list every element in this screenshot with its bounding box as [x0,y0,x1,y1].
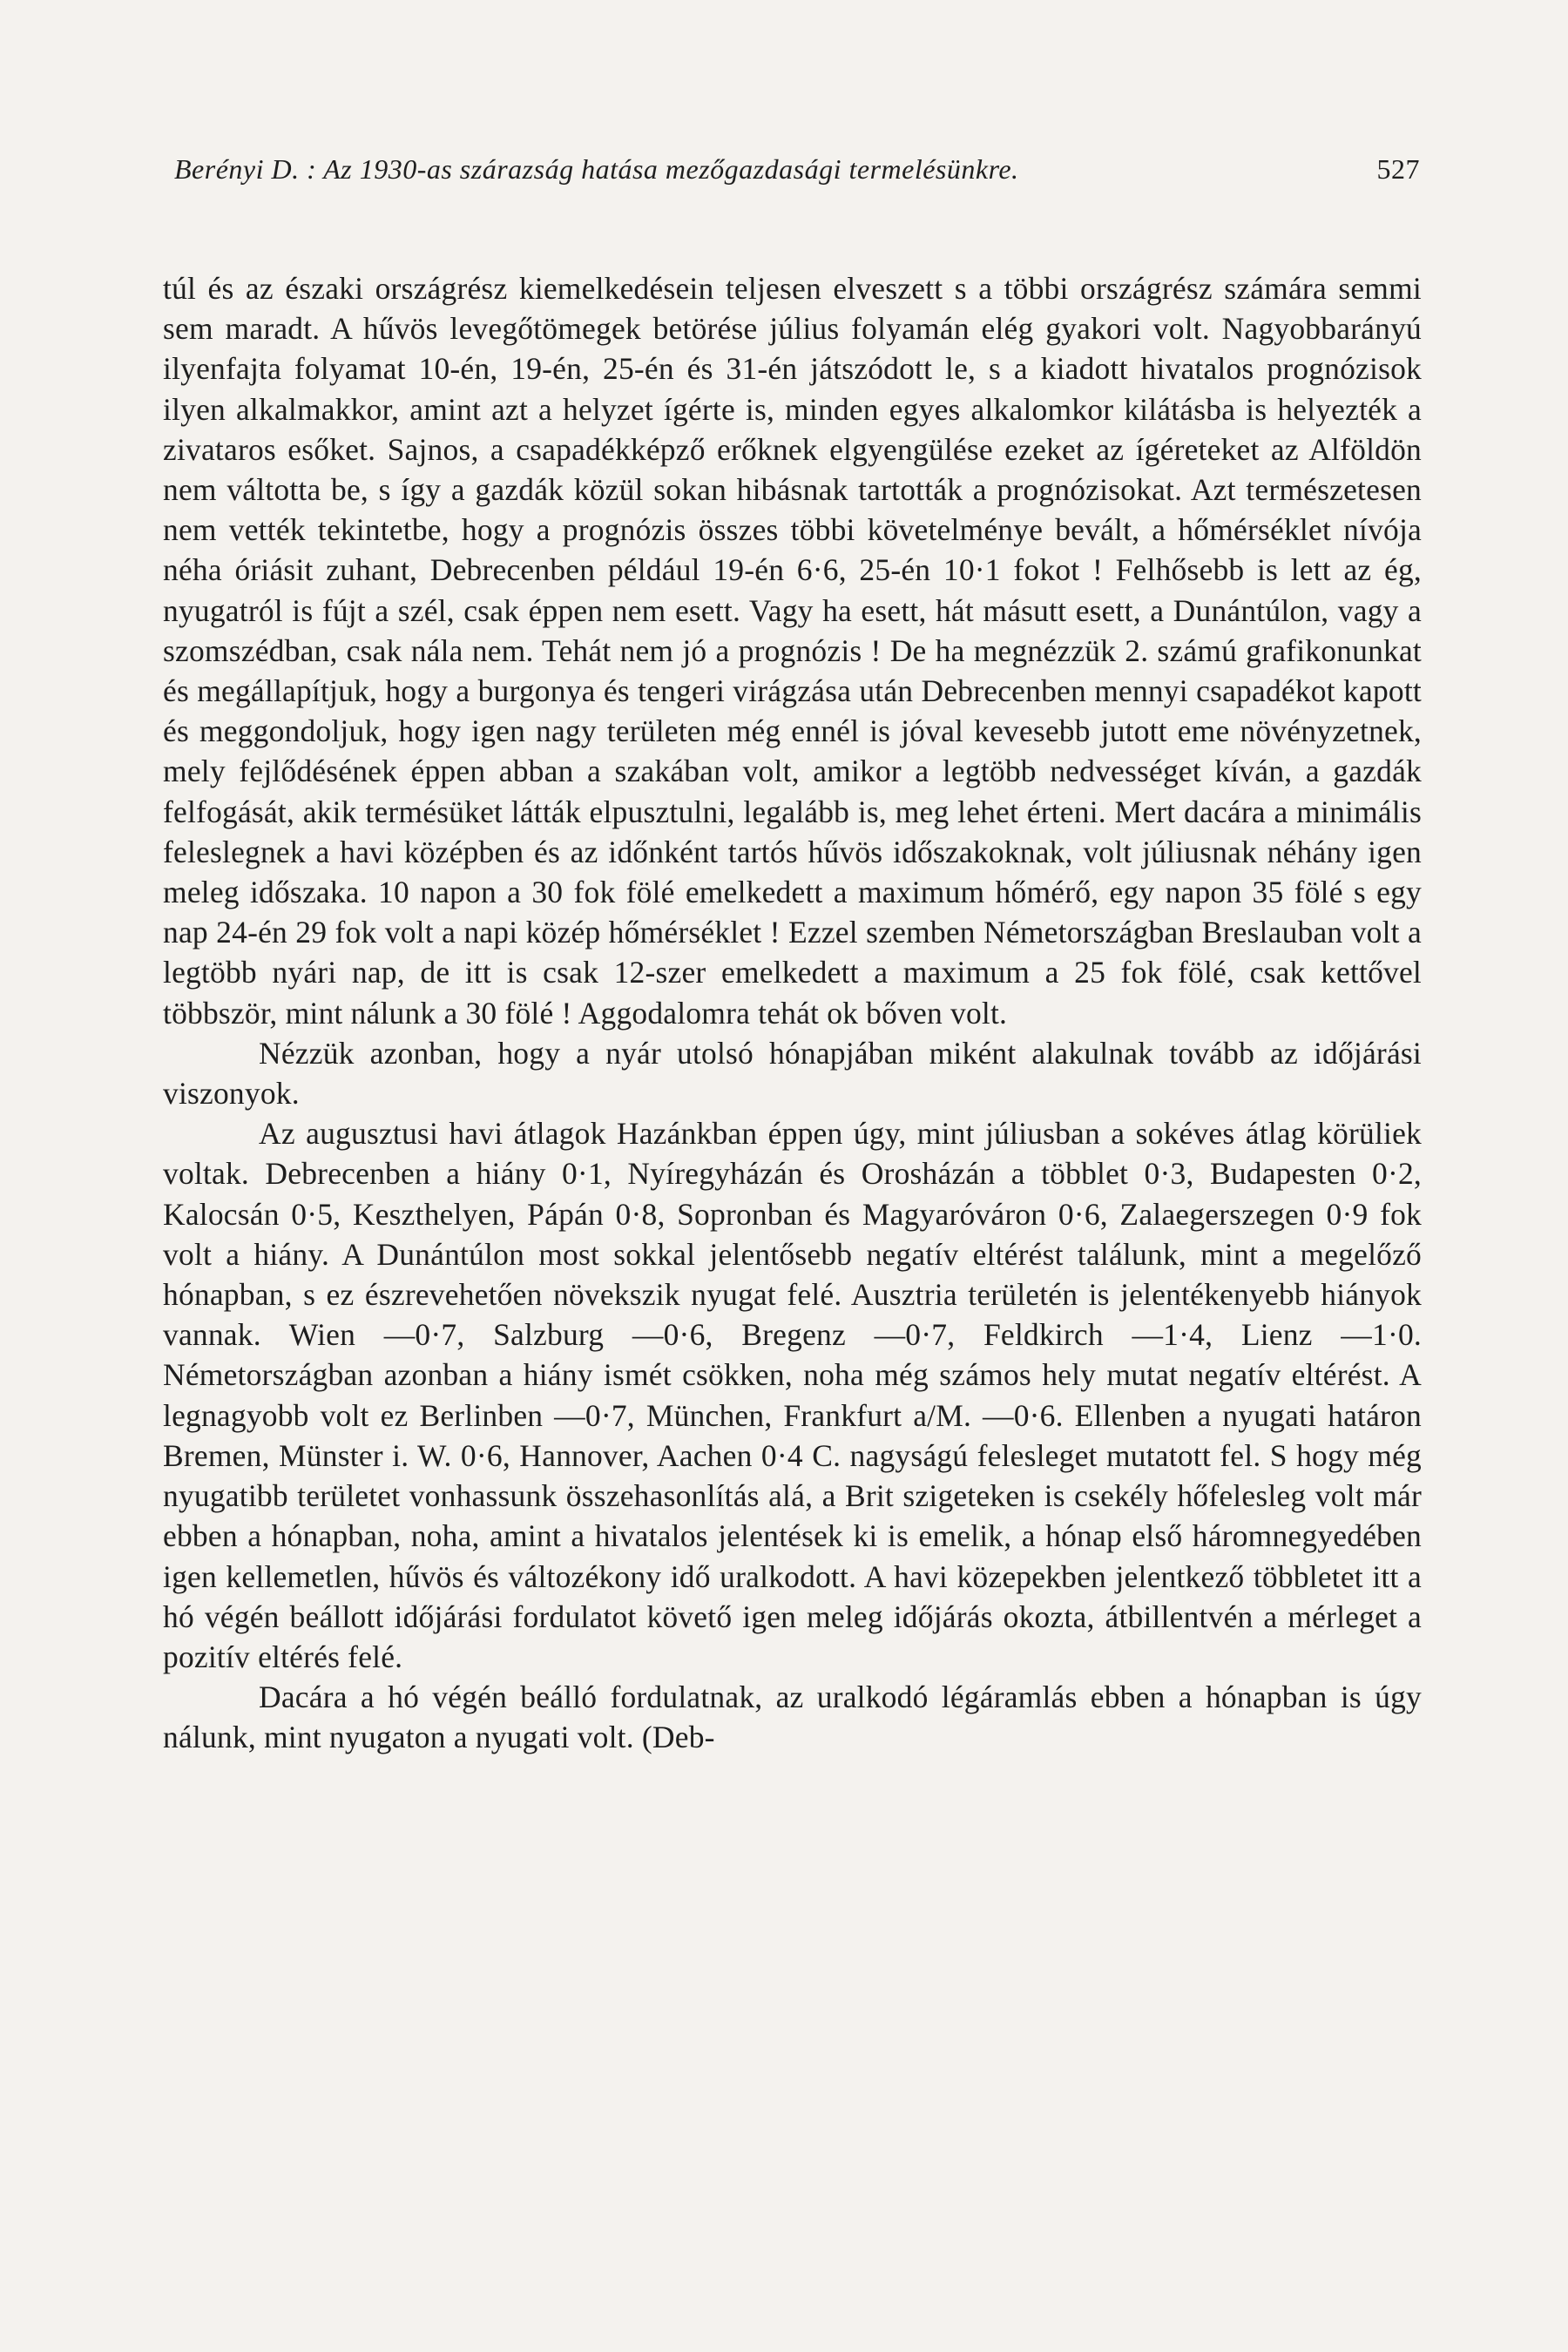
page-number: 527 [1376,153,1420,185]
paragraph-continuation: túl és az északi országrész kiemelkedésein teljesen elveszett s a többi országrész számára semmi sem maradt. A hűvös levegőtömegek betörése július folyamán elég gyakori volt. Nagyobbarányú ilyenfajta folyamat 10-én, 19-én, 25-én és 31-én játszódott le, s a kiadott hivatalos prognózisok ilyen alkalmakkor, amint azt a helyzet ígérte is, minden egyes alkalomkor kilátásba is helyezték a zivataros esőket. Sajnos, a csapadékképző erőknek elgyengülése ezeket az ígéreteket az Alföldön nem váltotta be, s így a gazdák közül sokan hibásnak tartották a prognózisokat. Azt természetesen nem vették tekintetbe, hogy a prognózis összes többi követelménye bevált, a hőmérséklet nívója néha óriásit zuhant, Debrecenben például 19-én 6·6, 25-én 10·1 fokot ! Felhősebb is lett az ég, nyugatról is fújt a szél, csak éppen nem esett. Vagy ha esett, hát másutt esett, a Dunántúlon, vagy a szomszédban, csak nála nem. Tehát nem jó a prognózis ! De ha megnézzük 2. számú grafikonunkat és megállapítjuk, hogy a burgonya és tengeri virágzása után Debrecenben mennyi csapadékot kapott és meggondoljuk, hogy igen nagy területen még ennél is jóval kevesebb jutott eme növényzetnek, mely fejlődésének éppen abban a szakában volt, amikor a legtöbb nedvességet kíván, a gazdák felfogását, akik termésüket látták elpusztulni, legalább is, meg lehet érteni. Mert dacára a minimális feleslegnek a havi középben és az időnként tartós hűvös időszakoknak, volt júliusnak néhány igen meleg időszaka. 10 napon a 30 fok fölé emelkedett a maximum hőmérő, egy napon 35 fölé s egy nap 24-én 29 fok volt a napi közép hőmérséklet ! Ezzel szemben Németországban Breslauban volt a legtöbb nyári nap, de itt is csak 12-szer emelkedett a maximum a 25 fok fölé, csak kettővel többször, mint nálunk a 30 fölé ! Aggodalomra tehát ok bőven volt. [163,271,1422,1031]
article-body [163,268,1422,1758]
running-title: Berényi D. : Az 1930-as szárazság hatása mezőgazdasági termelésünkre. [174,153,1019,185]
paragraph: Nézzük azonban, hogy a nyár utolsó hónapjában miként alakulnak tovább az időjárási viszonyok. [163,1035,1422,1112]
running-header [174,153,1420,186]
paragraph: Az augusztusi havi átlagok Hazánkban éppen úgy, mint júliusban a sokéves átlag körüliek voltak. Debrecenben a hiány 0·1, Nyíregyházán és Orosházán a többlet 0·3, Budapesten 0·2, Kalocsán 0·5, Keszthelyen, Pápán 0·8, Sopronban és Magyaróváron 0·6, Zalaegerszegen 0·9 fok volt a hiány. A Dunántúlon most sokkal jelentősebb negatív eltérést találunk, mint a megelőző hónapban, s ez észrevehetően növekszik nyugat felé. Ausztria területén is jelentékenyebb hiányok vannak. Wien —0·7, Salzburg —0·6, Bregenz —0·7, Feldkirch —1·4, Lienz —1·0. Németországban azonban a hiány ismét csökken, noha még számos hely mutat negatív eltérést. A legnagyobb volt ez Berlinben —0·7, München, Frankfurt a/M. —0·6. Ellenben a nyugati határon Bremen, Münster i. W. 0·6, Hannover, Aachen 0·4 C. nagyságú felesleget mutatott fel. S hogy még nyugatibb területet vonhassunk összehasonlítás alá, a Brit szigeteken is csekély hőfelesleg volt már ebben a hónapban, noha, amint a hivatalos jelentések ki is emelik, a hónap első háromnegyedében igen kellemetlen, hűvös és változékony idő uralkodott. A havi közepekben jelentkező többletet itt a hó végén beállott időjárási fordulatot követő igen meleg időjárás okozta, átbillentvén a mérleget a pozitív eltérés felé. [163,1116,1422,1674]
paragraph: Dacára a hó végén beálló fordulatnak, az uralkodó légáramlás ebben a hónapban is úgy nálunk, mint nyugaton a nyugati volt. (Deb- [163,1680,1422,1755]
